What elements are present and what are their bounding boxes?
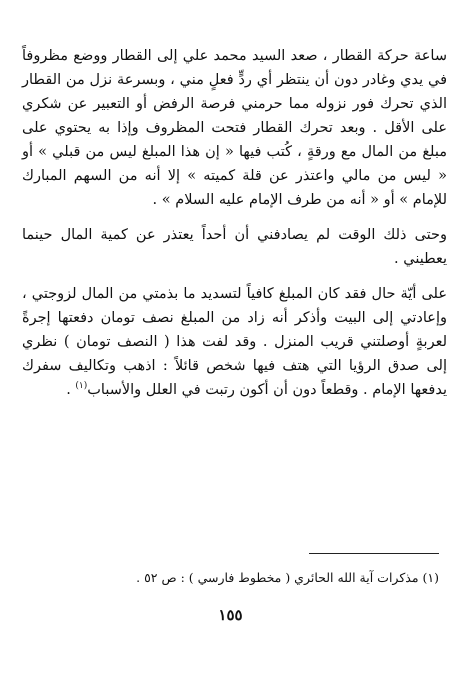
paragraph-1: ساعة حركة القطار ، صعد السيد محمد علي إلى القطار ووضع مظروفاً في يدي وغادر دون أن ينتظر أي ردٍّ فعلٍ مني ، وبسرعة نزل من القطار الذي تحرك فور نزوله مما حرمني فرصة الرفض أو التعبير عن شكري على الأقل . وبعد تحرك القطار فتحت المظروف وإذا به يحتوي على مبلغ من المال مع ورقةٍ ، كُتب فيها « إن هذا المبلغ ليس من قبلي » أو « ليس من مالي واعتذر عن قلة كميته » إلا أنه من السهم المبارك للإمام » أو « أنه من طرف الإمام عليه السلام » . — [22, 48, 447, 208]
paragraph-2: وحتى ذلك الوقت لم يصادفني أن أحداً يعتذر عن كمية المال حينما يعطيني . — [22, 227, 447, 267]
footnote-divider — [309, 553, 439, 554]
paragraph-3-text: على أيّة حال فقد كان المبلغ كافياً لتسديد ما بذمتي من المال لزوجتي ، وإعادتي إلى البيت وأذكر أنه زاد من المبلغ نصف تومان دفعتها إجرةً لعربةٍ أوصلتني قريب المنزل . وقد لفت هذا ( النصف تومان ) نظري إلى صدق الرؤيا التي هتف فيها شخص قائلاً : اذهب وتكاليف سفرك يدفعها الإمام . وقطعاً دون أن أكون رتبت في العلل والأسباب — [22, 286, 447, 398]
footnote: (١) مذكرات آية الله الحائري ( مخطوط فارسي ) : ص ٥٢ . — [136, 570, 439, 585]
main-text — [22, 44, 447, 402]
paragraph-3 — [22, 282, 447, 402]
paragraph-3-end: . — [66, 382, 76, 398]
page-number: ١٥٥ — [218, 606, 243, 624]
footnote-reference: (١) — [75, 381, 88, 392]
